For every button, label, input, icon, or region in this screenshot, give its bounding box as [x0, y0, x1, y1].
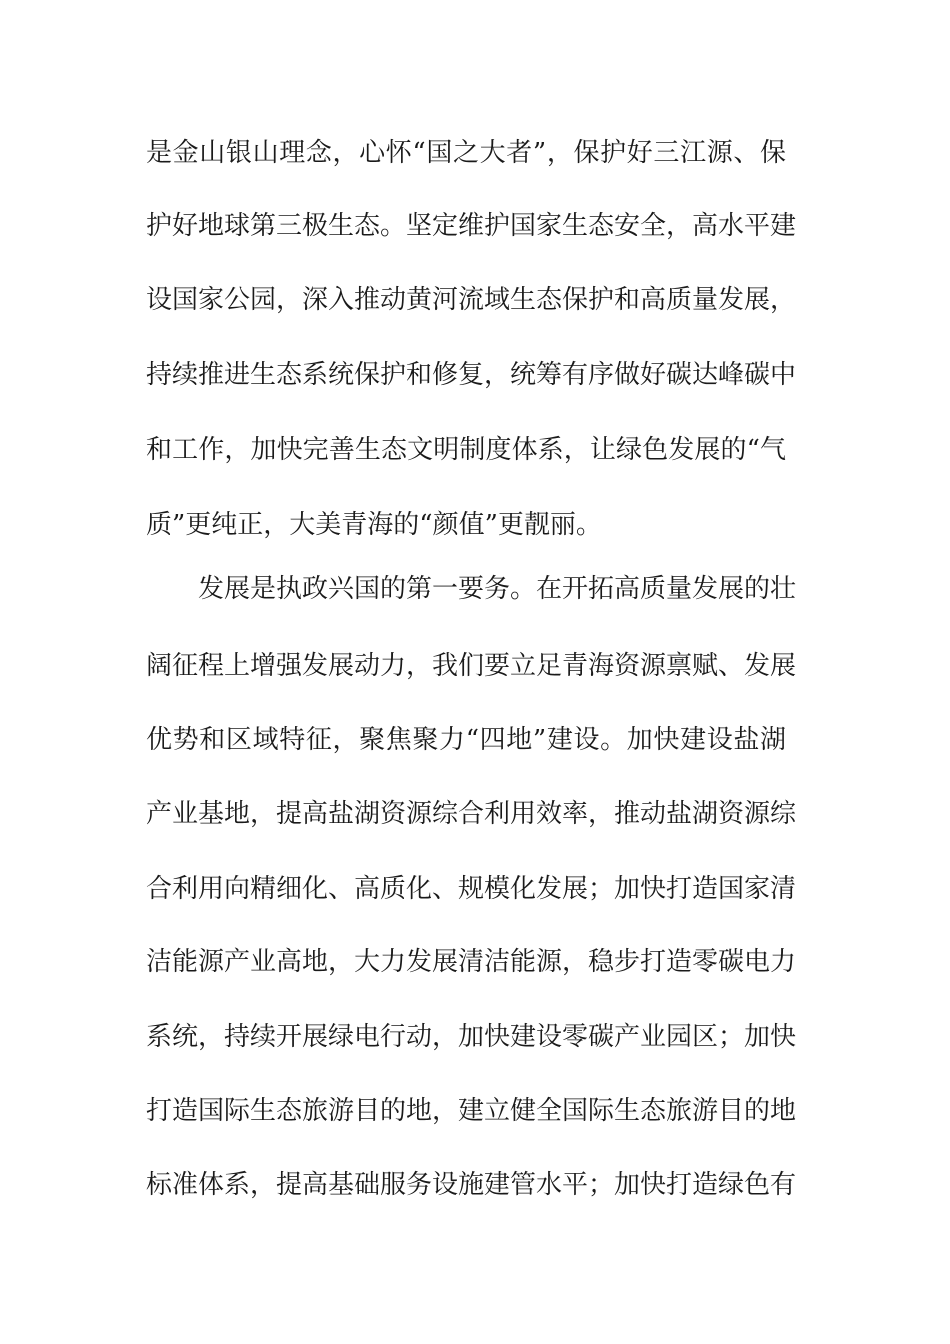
text-line: 阔征程上增强发展动力，我们要立足青海资源禀赋、发展	[146, 651, 797, 681]
text-line: 标准体系，提高基础服务设施建管水平；加快打造绿色有	[146, 1170, 797, 1200]
text-line: 是金山银山理念，心怀“国之大者”，保护好三江源、保	[146, 138, 786, 168]
text-line: 护好地球第三极生态。坚定维护国家生态安全，高水平建	[146, 211, 797, 241]
text-line: 设国家公园，深入推动黄河流域生态保护和高质量发展，	[146, 285, 797, 315]
text-line: 持续推进生态系统保护和修复，统筹有序做好碳达峰碳中	[146, 360, 797, 390]
text-line: 和工作，加快完善生态文明制度体系，让绿色发展的“气	[146, 435, 786, 465]
text-line: 质”更纯正，大美青海的“颜值”更靓丽。	[146, 510, 602, 540]
text-line: 打造国际生态旅游目的地，建立健全国际生态旅游目的地	[146, 1096, 797, 1126]
text-line: 洁能源产业高地，大力发展清洁能源，稳步打造零碳电力	[146, 947, 797, 977]
text-line: 系统，持续开展绿电行动，加快建设零碳产业园区；加快	[146, 1022, 797, 1052]
text-line: 产业基地，提高盐湖资源综合利用效率，推动盐湖资源综	[146, 799, 797, 829]
paragraph-first-line: 发展是执政兴国的第一要务。在开拓高质量发展的壮	[198, 574, 797, 604]
text-line: 合利用向精细化、高质化、规模化发展；加快打造国家清	[146, 874, 797, 904]
text-line: 优势和区域特征，聚焦聚力“四地”建设。加快建设盐湖	[146, 725, 786, 755]
